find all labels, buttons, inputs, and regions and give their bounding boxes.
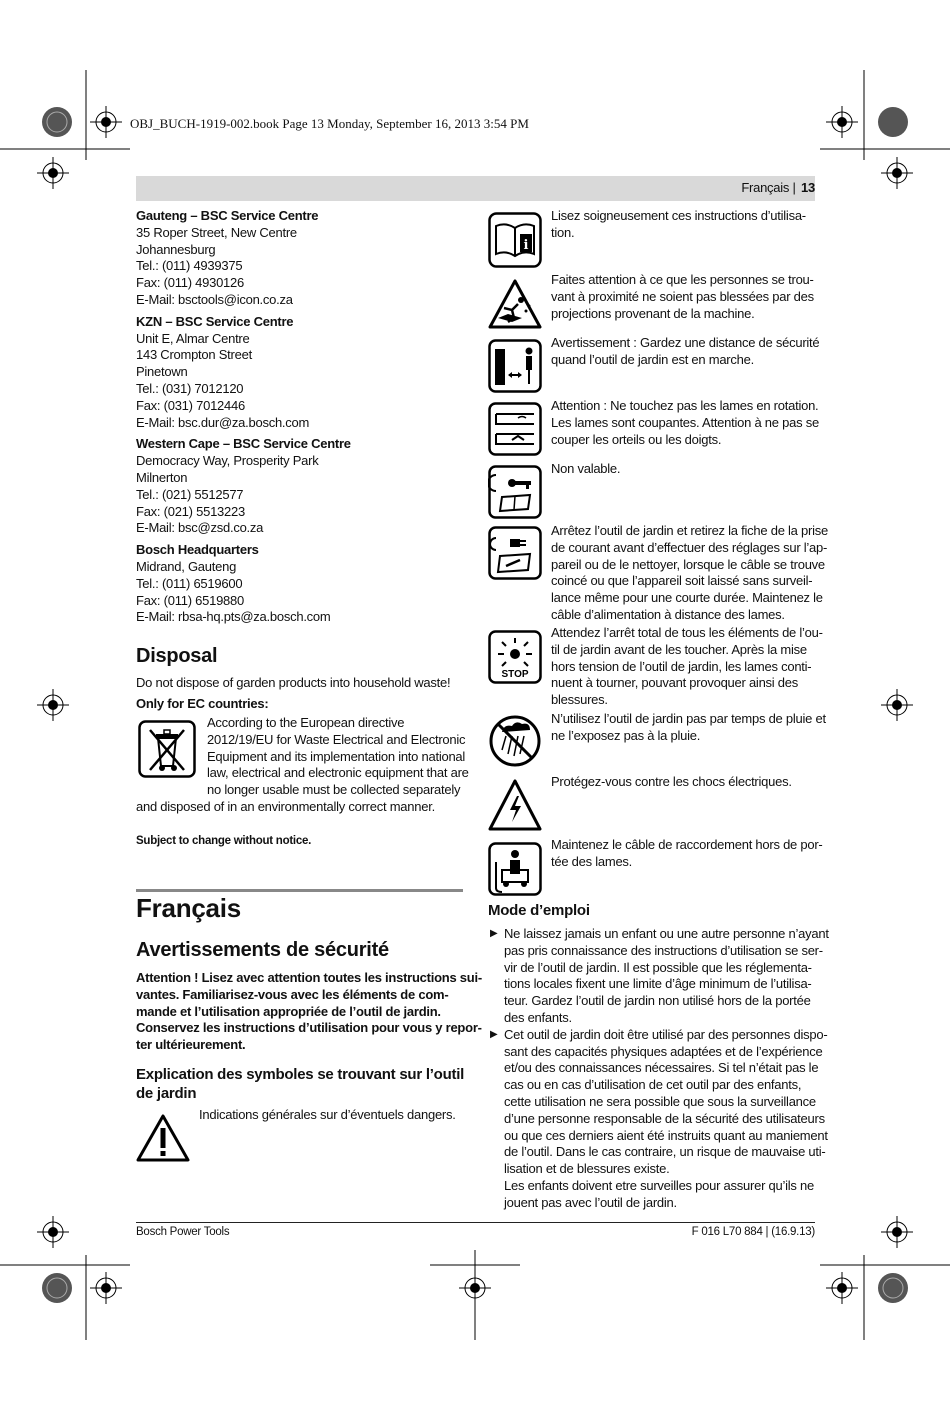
text-line: til de jardin avant de les toucher. Après la mise <box>551 641 807 657</box>
symbol-text <box>551 837 823 871</box>
text-line: lisation et de blessures existe. <box>504 1161 670 1177</box>
text-line: ter ultérieurement. <box>136 1037 246 1053</box>
disposal-text-last: and disposed of in an environmentally correct manner. <box>136 799 435 814</box>
crossed-bin-icon <box>138 720 196 778</box>
text-line: de courant avant d’effectuer des réglages sur l’ap- <box>551 539 828 555</box>
text-line: 2012/19/EU for Waste Electrical and Electronic <box>207 731 466 747</box>
safe-distance-icon <box>488 339 542 393</box>
disposal-text <box>207 715 467 799</box>
address-line: Milnerton <box>136 469 188 485</box>
stop-label: STOP <box>501 669 529 680</box>
address-line: Pinetown <box>136 364 188 380</box>
text-line: Maintenez le câble de raccordement hors de por- <box>551 837 823 852</box>
text-line: Conservez les instructions d’utilisation pour vous y repor- <box>136 1020 482 1036</box>
address-line: Johannesburg <box>136 241 216 257</box>
text-line: vant à proximité ne soient pas blessées par des <box>551 288 814 304</box>
symbol-text <box>551 625 823 709</box>
unplug-manual-icon <box>488 526 542 580</box>
phone-line: Tel.: (031) 7012120 <box>136 380 244 396</box>
electric-shock-icon <box>488 778 542 832</box>
heading-line: Explication des symboles se trouvant sur l’outil <box>136 1066 465 1083</box>
cable-away-icon <box>488 842 542 896</box>
address-line: Midrand, Gauteng <box>136 558 237 574</box>
text-line: Lisez soigneusement ces instructions d’utilisa- <box>551 208 806 223</box>
fax-line: Fax: (021) 5513223 <box>136 503 245 519</box>
ec-heading: Only for EC countries: <box>136 696 269 711</box>
text-line: Ne laissez jamais un enfant ou une autre personne n’ayant <box>504 926 829 941</box>
text-line: Attention : Ne touchez pas les lames en rotation. <box>551 398 819 413</box>
mode-emploi-list <box>488 926 829 1212</box>
text-line: Cet outil de jardin doit être utilisé par des personnes dispo- <box>504 1026 828 1042</box>
text-line: d’une personne responsable de la sécurité des utilisateurs <box>504 1110 825 1126</box>
text-line: des enfants. <box>504 1009 572 1025</box>
text-line: Attention ! Lisez avec attention toutes les instructions sui- <box>136 970 482 985</box>
text-line: Equipment and its implementation into national <box>207 748 466 764</box>
phone-line: Tel.: (011) 6519600 <box>136 575 243 591</box>
thrown-objects-icon <box>488 278 542 330</box>
symbol-text <box>551 461 817 478</box>
symbol-text <box>551 523 828 624</box>
service-centre-name: KZN – BSC Service Centre <box>136 313 294 329</box>
text-line: Arrêtez l’outil de jardin et retirez la fiche de la prise <box>551 523 828 538</box>
address-line: 35 Roper Street, New Centre <box>136 224 297 240</box>
text-line: pas pris connaissance des instructions d’utilisation se ser- <box>504 942 823 958</box>
service-centre <box>136 436 466 537</box>
email-line: E-Mail: bsc@zsd.co.za <box>136 520 264 536</box>
stop-icon <box>488 630 542 684</box>
text-line: projections provenant de la machine. <box>551 305 755 321</box>
text-line: Protégez-vous contre les chocs électriques. <box>551 774 792 789</box>
text-line: Les lames sont coupantes. Attention à ne pas se <box>551 414 819 430</box>
bullet-arrow-icon: ▶ <box>490 1028 498 1040</box>
text-line: Les enfants doivent etre surveilles pour assurer qu’ils ne <box>504 1177 814 1193</box>
text-line: cas ou en cas d’utilisation de cet outil par des enfants, <box>504 1077 802 1093</box>
text-line: no longer usable must be collected separately <box>207 782 461 798</box>
text-line: et/ou des connaissances nécessaires. Si tel n’était pas le <box>504 1060 819 1076</box>
text-line: vir de l’outil de jardin. Il est possible que les réglementa- <box>504 959 812 975</box>
text-line: tions locales fixent une limite d’âge minimum de l’utilisa- <box>504 976 812 992</box>
text-line: sant des capacités physiques adaptées et de l’expérience <box>504 1043 823 1059</box>
mode-emploi-heading: Mode d’emploi <box>488 902 590 919</box>
text-line: mande et l’utilisation appropriée de l’outil de jardin. <box>136 1003 441 1019</box>
phone-line: Tel.: (021) 5512577 <box>136 486 244 502</box>
text-line: câble d’alimentation à distance des lames. <box>551 606 785 622</box>
text-line: ne l’exposez pas à la pluie. <box>551 727 701 743</box>
print-slug: OBJ_BUCH-1919-002.book Page 13 Monday, September 16, 2013 3:54 PM <box>130 116 529 131</box>
page-header-bar <box>136 176 815 201</box>
service-centres <box>136 208 466 631</box>
text-line: tion. <box>551 224 575 240</box>
text-line: Non valable. <box>551 461 621 476</box>
manual-icon <box>488 212 542 268</box>
text-line: jouent pas avec l’outil de jardin. <box>504 1194 677 1210</box>
warning-triangle-icon <box>136 1113 190 1163</box>
attention-text <box>136 970 482 1054</box>
page-header <box>741 180 815 195</box>
phone-line: Tel.: (011) 4939375 <box>136 258 243 274</box>
address-line: Unit E, Almar Centre <box>136 330 250 346</box>
text-line: N’utilisez l’outil de jardin pas par temps de pluie et <box>551 711 826 726</box>
text-line: nuent à tourner, pouvant provoquer ainsi des <box>551 675 799 691</box>
text-line: vantes. Familiarisez-vous avec les éléments de com- <box>136 986 449 1002</box>
general-dangers-text: Indications générales sur d’éventuels dangers. <box>199 1107 456 1122</box>
service-centre-name: Bosch Headquarters <box>136 542 259 558</box>
header-language: Français | <box>741 180 796 195</box>
symbol-text <box>551 711 826 745</box>
svg-text:i: i <box>523 238 529 253</box>
text-line: ou que ces derniers aient été instruits quant au maniement <box>504 1127 828 1143</box>
list-item <box>488 1026 828 1212</box>
symbol-text <box>551 398 817 448</box>
disposal-heading: Disposal <box>136 645 218 667</box>
email-line: E-Mail: bsc.dur@za.bosch.com <box>136 414 310 430</box>
text-line: pareil ou de le nettoyer, lorsque le câble se trouve <box>551 556 825 572</box>
address-line: 143 Crompton Street <box>136 347 252 363</box>
text-line: de l’outil. Dans le cas contraire, un risque de mauvaise uti- <box>504 1144 826 1160</box>
text-line: tée des lames. <box>551 853 633 869</box>
footer-right: F 016 L70 884 | (16.9.13) <box>691 1226 815 1238</box>
text-line: lance même pour une courte durée. Maintenez le <box>551 590 823 606</box>
symbol-text <box>551 272 817 322</box>
text-line: Faites attention à ce que les personnes se trou- <box>551 272 814 287</box>
text-line: couper les orteils ou les doigts. <box>551 431 722 447</box>
fax-line: Fax: (011) 6519880 <box>136 592 244 608</box>
francais-title: Français <box>136 893 241 923</box>
safety-heading: Avertissements de sécurité <box>136 939 389 961</box>
address-line: Democracy Way, Prosperity Park <box>136 453 319 469</box>
no-rain-icon <box>488 714 542 768</box>
text-line: Avertissement : Gardez une distance de sécurité <box>551 335 820 350</box>
email-line: E-Mail: rbsa-hq.pts@za.bosch.com <box>136 609 331 625</box>
change-notice: Subject to change without notice. <box>136 835 312 847</box>
text-line: cette utilisation ne sera possible que sous la surveillance <box>504 1093 816 1109</box>
service-centre-name: Gauteng – BSC Service Centre <box>136 208 319 223</box>
fax-line: Fax: (011) 4930126 <box>136 275 244 291</box>
text-line: Attendez l’arrêt total de tous les éléments de l’ou- <box>551 625 823 640</box>
section-rule <box>136 889 463 892</box>
service-centre <box>136 542 466 626</box>
footer-left: Bosch Power Tools <box>136 1226 230 1238</box>
fax-line: Fax: (031) 7012446 <box>136 397 245 413</box>
page-number: 13 <box>801 180 815 195</box>
service-centre <box>136 314 466 432</box>
bullet-arrow-icon: ▶ <box>490 928 498 939</box>
text-line: hors tension de l’outil de jardin, les lames conti- <box>551 658 812 674</box>
rotating-blades-icon <box>488 402 542 456</box>
disposal-line: Do not dispose of garden products into household waste! <box>136 675 451 690</box>
service-centre <box>136 208 466 309</box>
heading-line: de jardin <box>136 1085 197 1102</box>
symbol-text <box>551 208 817 242</box>
list-item <box>488 926 829 1027</box>
key-manual-icon <box>488 465 542 519</box>
email-line: E-Mail: bsctools@icon.co.za <box>136 291 293 307</box>
symbols-heading <box>136 1065 464 1103</box>
text-line: quand l’outil de jardin est en marche. <box>551 351 754 367</box>
text-line: According to the European directive <box>207 715 405 730</box>
text-line: teur. Gardez l’outil de jardin non utilisé hors de la portée <box>504 993 811 1009</box>
service-centre-name: Western Cape – BSC Service Centre <box>136 436 351 452</box>
text-line: law, electrical and electronic equipment that are <box>207 765 469 781</box>
symbol-text <box>551 335 820 369</box>
text-line: blessures. <box>551 692 608 708</box>
footer-rule <box>136 1222 815 1223</box>
symbol-text <box>551 774 817 791</box>
text-line: coincé ou que l’appareil soit laissé sans surveil- <box>551 573 813 589</box>
